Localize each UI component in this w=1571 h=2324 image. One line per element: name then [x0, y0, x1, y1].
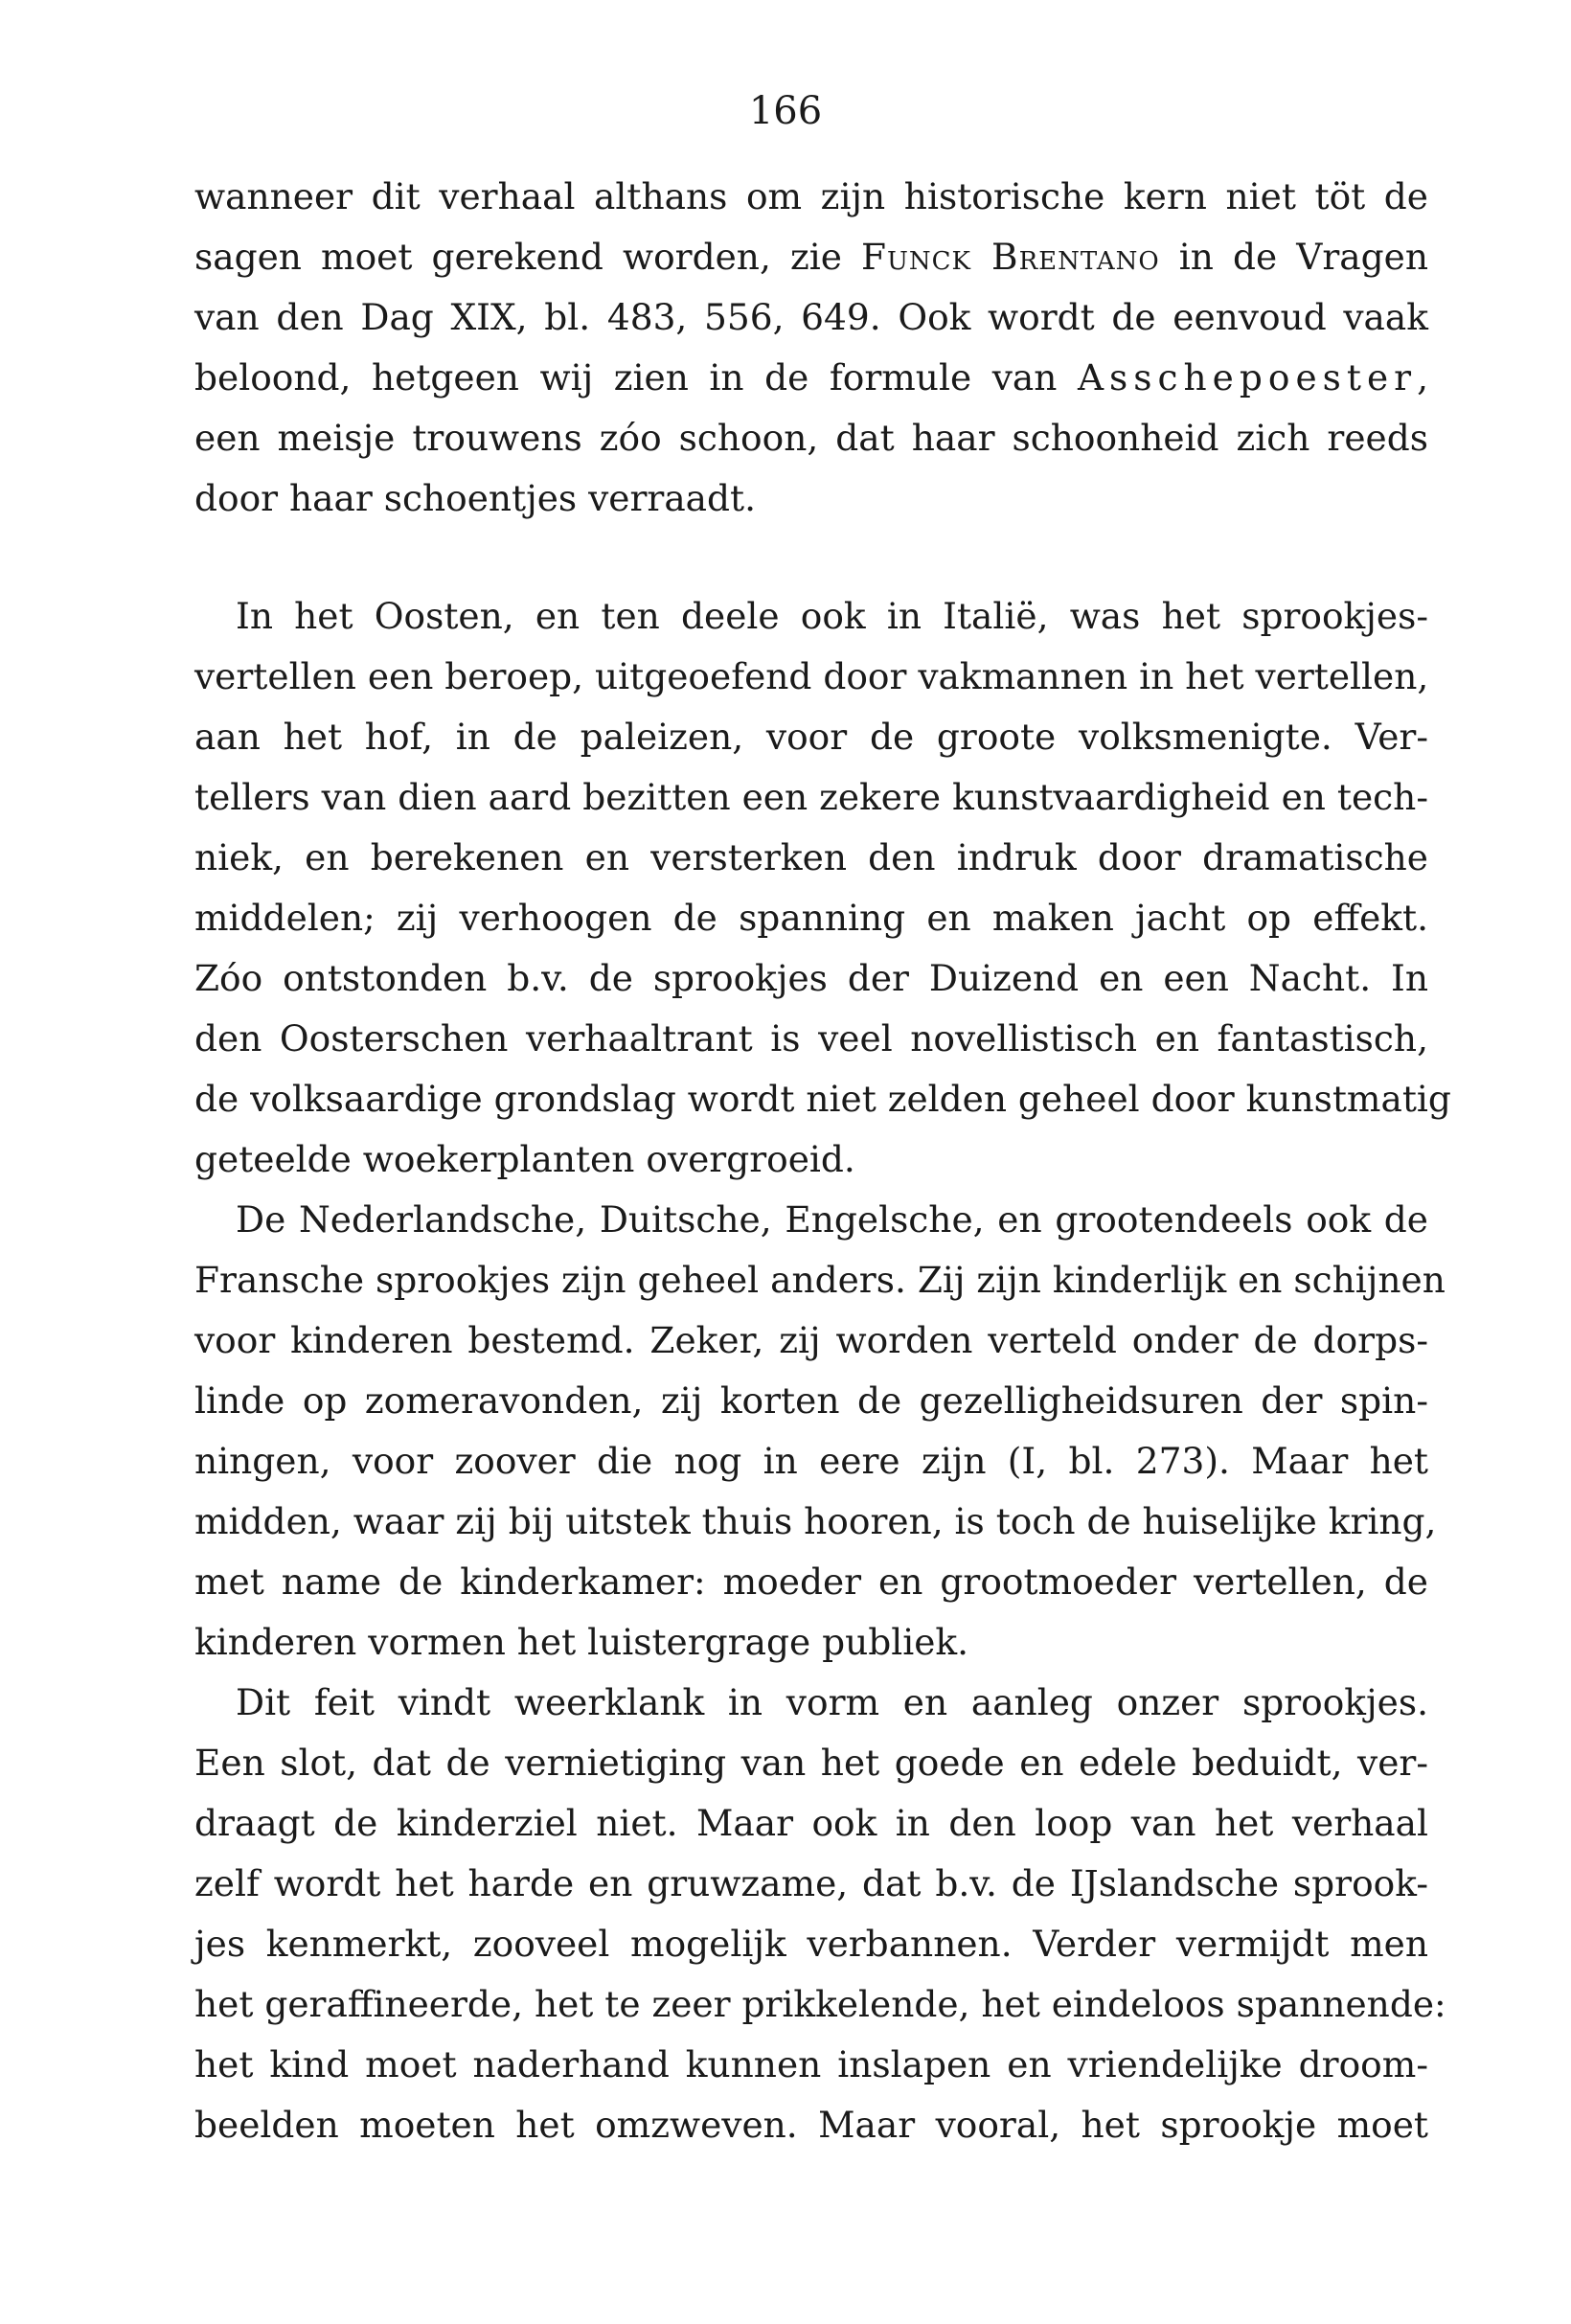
- paragraph: [194, 1190, 1446, 1673]
- text-line: midden, waar zij bij uitstek thuis hooren, is toch de huiselijke kring,: [194, 1500, 1437, 1542]
- text-line: van den Dag XIX, bl. 483, 556, 649. Ook wordt de eenvoud vaak: [194, 296, 1428, 338]
- text-line: kinderen vormen het luistergrage publiek.: [194, 1621, 969, 1663]
- paragraph-continued: [194, 167, 1428, 529]
- text-line: den Oosterschen verhaaltrant is veel novellistisch en fantastisch,: [194, 1017, 1428, 1059]
- text-run: in de Vragen: [1159, 236, 1428, 278]
- text-line: het geraffineerde, het te zeer prikkelende, het eindeloos spannende:: [194, 1983, 1446, 2025]
- text-line: middelen; zij verhoogen de spanning en maken jacht op effekt.: [194, 897, 1428, 939]
- text-line: de volksaardige grondslag wordt niet zelden geheel door kunstmatig: [194, 1078, 1451, 1120]
- text-line: een meisje trouwens zóo schoon, dat haar schoonheid zich reeds: [194, 417, 1428, 459]
- main-text: [194, 586, 1451, 2155]
- text-line: In het Oosten, en ten deele ook in Italië, was het sprookjes-: [236, 595, 1428, 637]
- text-line: tellers van dien aard bezitten een zekere kunstvaardigheid en tech-: [194, 776, 1428, 818]
- text-line: wanneer dit verhaal althans om zijn historische kern niet töt de: [194, 175, 1428, 217]
- text-line: zelf wordt het harde en gruwzame, dat b.v. de IJslandsche sprook-: [194, 1862, 1428, 1904]
- text-line: Een slot, dat de vernietiging van het goede en edele beduidt, ver-: [194, 1742, 1428, 1784]
- text-run: ,: [1417, 356, 1428, 399]
- text-run: sagen moet gerekend worden, zie: [194, 236, 861, 278]
- text-line: door haar schoentjes verraadt.: [194, 477, 757, 519]
- text-line: linde op zomeravonden, zij korten de gezelligheidsuren der spin-: [194, 1379, 1428, 1422]
- paragraph: [194, 1673, 1446, 2155]
- text-line: vertellen een beroep, uitgeoefend door vakmannen in het vertellen,: [194, 655, 1429, 697]
- text-line: De Nederlandsche, Duitsche, Engelsche, en grootendeels ook de: [236, 1198, 1428, 1241]
- text-line: Zóo ontstonden b.v. de sprookjes der Duizend en een Nacht. In: [194, 957, 1428, 999]
- text-line: met name de kinderkamer: moeder en grootmoeder vertellen, de: [194, 1561, 1428, 1603]
- text-line: het kind moet naderhand kunnen inslapen en vriendelijke droom-: [194, 2043, 1428, 2085]
- text-line: beelden moeten het omzweven. Maar vooral, het sprookje moet: [194, 2104, 1428, 2146]
- text-line: Fransche sprookjes zijn geheel anders. Zij zijn kinderlijk en schijnen: [194, 1259, 1446, 1301]
- text-line: draagt de kinderziel niet. Maar ook in den loop van het verhaal: [194, 1802, 1428, 1844]
- text-line: Dit feit vindt weerklank in vorm en aanleg onzer sprookjes.: [236, 1681, 1428, 1723]
- text-line: ningen, voor zoover die nog in eere zijn (I, bl. 273). Maar het: [194, 1440, 1428, 1482]
- text-line: geteelde woekerplanten overgroeid.: [194, 1138, 855, 1180]
- text-line: jes kenmerkt, zooveel mogelijk verbannen. Verder vermijdt men: [194, 1923, 1428, 1965]
- text-line: voor kinderen bestemd. Zeker, zij worden verteld onder de dorps-: [194, 1319, 1428, 1361]
- text-line: [194, 348, 1428, 408]
- text-line: aan het hof, in de paleizen, voor de groote volksmenigte. Ver-: [194, 716, 1428, 758]
- text-line: [194, 227, 1428, 287]
- emphasized-term: Asschepoester: [1077, 356, 1418, 399]
- text-run: beloond, hetgeen wij zien in de formule van: [194, 356, 1078, 399]
- text-line: niek, en berekenen en versterken den indruk door dramatische: [194, 836, 1428, 878]
- paragraph: [194, 586, 1451, 1190]
- page-number: 166: [748, 89, 823, 133]
- author-name: Funck Brentano: [860, 236, 1160, 278]
